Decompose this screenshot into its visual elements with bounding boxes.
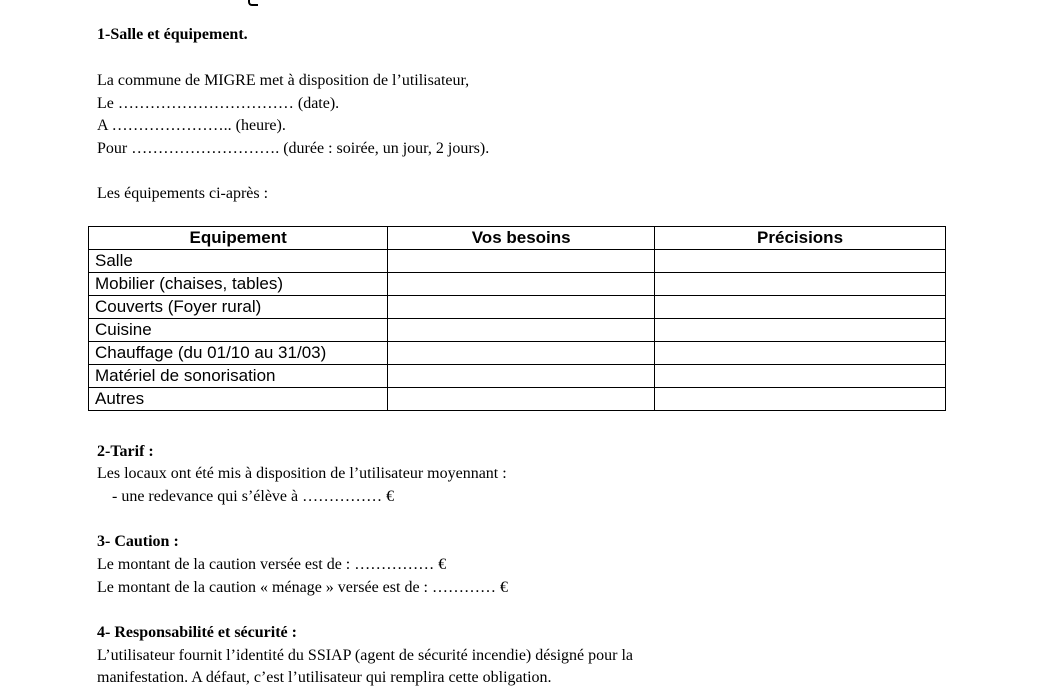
duration-line: Pour ………………………. (durée : soirée, un jour, 2 jours). bbox=[97, 140, 490, 157]
table-row bbox=[89, 273, 946, 296]
precisions-cell[interactable] bbox=[655, 365, 946, 388]
equipment-name: Cuisine bbox=[89, 319, 388, 342]
cropped-top-glyph bbox=[248, 0, 258, 6]
table-row bbox=[89, 296, 946, 319]
hour-line: A ………………….. (heure). bbox=[97, 117, 286, 134]
manifestation-line: manifestation. A défaut, c’est l’utilisateur qui remplira cette obligation. bbox=[97, 669, 552, 686]
responsabilite-line: L’utilisateur fournit l’identité du SSIAP (agent de sécurité incendie) désigné pour la bbox=[97, 647, 634, 664]
besoins-cell[interactable] bbox=[388, 319, 655, 342]
section1-intro: La commune de MIGRE met à disposition de l’utilisateur, bbox=[97, 72, 470, 89]
equipment-name: Salle bbox=[89, 250, 388, 273]
table-header-row bbox=[89, 227, 946, 250]
besoins-cell[interactable] bbox=[388, 273, 655, 296]
caution-line: Le montant de la caution versée est de : …………… € bbox=[97, 556, 447, 573]
table-row bbox=[89, 365, 946, 388]
table-row bbox=[89, 250, 946, 273]
equipment-name: Matériel de sonorisation bbox=[89, 365, 388, 388]
equipment-table bbox=[88, 226, 946, 411]
caution-menage-line: Le montant de la caution « ménage » versée est de : ………… € bbox=[97, 579, 508, 596]
besoins-cell[interactable] bbox=[388, 365, 655, 388]
equipment-name: Mobilier (chaises, tables) bbox=[89, 273, 388, 296]
besoins-cell[interactable] bbox=[388, 296, 655, 319]
precisions-cell[interactable] bbox=[655, 273, 946, 296]
table-row bbox=[89, 388, 946, 411]
header-precisions: Précisions bbox=[655, 227, 946, 250]
precisions-cell[interactable] bbox=[655, 296, 946, 319]
header-equipement: Equipement bbox=[89, 227, 388, 250]
precisions-cell[interactable] bbox=[655, 250, 946, 273]
equipment-name: Couverts (Foyer rural) bbox=[89, 296, 388, 319]
redevance-line: - une redevance qui s’élève à …………… € bbox=[112, 488, 395, 505]
section2-heading: 2-Tarif : bbox=[97, 443, 154, 460]
equipment-name: Autres bbox=[89, 388, 388, 411]
date-line: Le …………………………… (date). bbox=[97, 95, 340, 112]
precisions-cell[interactable] bbox=[655, 388, 946, 411]
precisions-cell[interactable] bbox=[655, 342, 946, 365]
besoins-cell[interactable] bbox=[388, 342, 655, 365]
besoins-cell[interactable] bbox=[388, 388, 655, 411]
section1-heading: 1-Salle et équipement. bbox=[97, 26, 248, 43]
equipment-name: Chauffage (du 01/10 au 31/03) bbox=[89, 342, 388, 365]
equipment-intro: Les équipements ci-après : bbox=[97, 185, 269, 202]
besoins-cell[interactable] bbox=[388, 250, 655, 273]
table-row bbox=[89, 319, 946, 342]
header-vos-besoins: Vos besoins bbox=[388, 227, 655, 250]
section3-heading: 3- Caution : bbox=[97, 533, 179, 550]
section4-heading: 4- Responsabilité et sécurité : bbox=[97, 624, 297, 641]
table-row bbox=[89, 342, 946, 365]
tarif-line: Les locaux ont été mis à disposition de l’utilisateur moyennant : bbox=[97, 465, 507, 482]
precisions-cell[interactable] bbox=[655, 319, 946, 342]
